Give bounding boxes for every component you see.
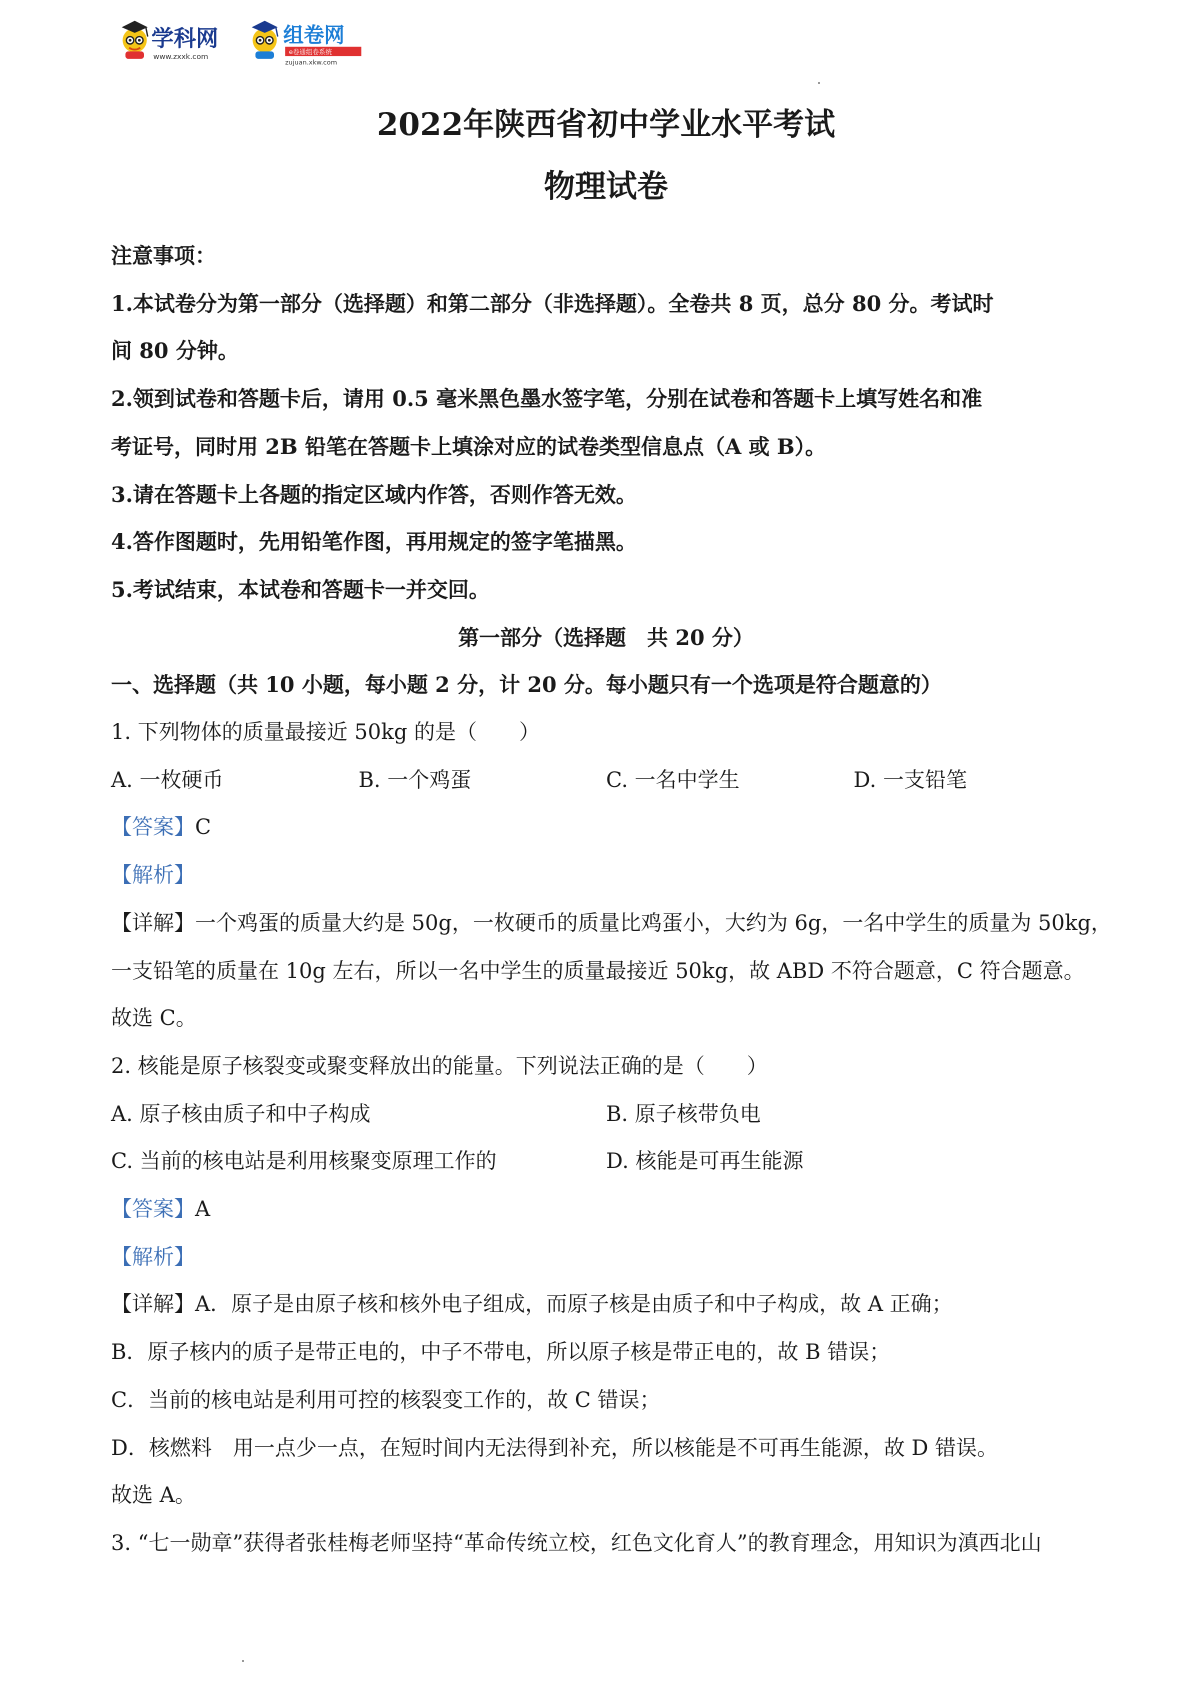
zxxk-mascot-icon <box>122 21 148 59</box>
option-b: B. 原子核带负电 <box>606 1101 761 1126</box>
header-logos <box>108 18 388 70</box>
detail-line <box>111 1281 1101 1329</box>
exam-title: 2022年陕西省初中学业水平考试 <box>376 107 836 143</box>
option-d: D. 核能是可再生能源 <box>606 1149 804 1174</box>
detail-line: C．当前的核电站是利用可控的核裂变工作的，故 C 错误； <box>111 1387 661 1412</box>
part1-heading: 第一部分（选择题 共 20 分） <box>458 624 754 650</box>
exam-subtitle: 物理试卷 <box>544 169 668 205</box>
answer-tag: 【答案】 <box>111 1197 195 1222</box>
logo2-url: zujuan.xkw.com <box>285 58 338 67</box>
option-b: B. 一个鸡蛋 <box>358 767 472 792</box>
answer-value: C <box>195 815 212 840</box>
detail-line: B．原子核内的质子是带正电的，中子不带电，所以原子核是带正电的，故 B 错误； <box>111 1340 891 1365</box>
question-stem: 1. 下列物体的质量最接近 50kg 的是（ ） <box>111 720 540 745</box>
notice-heading: 注意事项： <box>111 243 216 268</box>
detail-tag: 【详解】 <box>111 1292 195 1317</box>
question-options <box>111 1091 1101 1139</box>
answer-value: A <box>195 1197 211 1222</box>
detail-line: 故选 A。 <box>111 1483 196 1508</box>
analysis-tag: 【解析】 <box>111 863 195 888</box>
scan-speck <box>242 1660 244 1662</box>
question-2 <box>111 1043 1101 1520</box>
logo2-name: 组卷网 <box>283 23 345 48</box>
option-a: A. 一枚硬币 <box>111 767 224 792</box>
answer-line <box>111 804 1101 852</box>
question-stem: 2. 核能是原子核裂变或聚变释放出的能量。下列说法正确的是（ ） <box>111 1053 768 1078</box>
notice-line: 考证号，同时用 2B 铅笔在答题卡上填涂对应的试卷类型信息点（A 或 B）。 <box>111 433 827 459</box>
detail-line: 故选 C。 <box>111 1006 197 1031</box>
notice-line: 2.领到试卷和答题卡后，请用 0.5 毫米黑色墨水签字笔，分别在试卷和答题卡上填写姓名和准 <box>111 386 983 412</box>
option-c: C. 当前的核电站是利用核聚变原理工作的 <box>111 1149 497 1174</box>
question-1 <box>111 709 1112 1043</box>
detail-text: 一个鸡蛋的质量大约是 50g，一枚硬币的质量比鸡蛋小，大约为 6g，一名中学生的质量为 50kg， <box>195 910 1112 935</box>
detail-line: 一支铅笔的质量在 10g 左右，所以一名中学生的质量最接近 50kg，故 ABD 不符合题意，C 符合题意。 <box>111 958 1085 983</box>
detail-line: D．核燃料 用一点少一点，在短时间内无法得到补充，所以核能是不可再生能源，故 D 错误。 <box>111 1435 999 1460</box>
answer-tag: 【答案】 <box>111 815 195 840</box>
notice-section <box>111 232 1101 614</box>
logo1-name: 学科网 <box>151 25 219 52</box>
question-stem: 3. “七一勋章”获得者张桂梅老师坚持“革命传统立校，红色文化育人”的教育理念，用知识为滇西北山 <box>111 1530 1042 1555</box>
exam-page <box>111 100 1112 1568</box>
detail-text: A．原子是由原子核和核外电子组成，而原子核是由质子和中子构成，故 A 正确； <box>195 1292 953 1317</box>
question-options <box>111 757 1101 805</box>
notice-line: 4.答作图题时，先用铅笔作图，再用规定的签字笔描黑。 <box>111 529 637 555</box>
section1-heading: 一、选择题（共 10 小题，每小题 2 分，计 20 分。每小题只有一个选项是符合题意的） <box>111 672 942 698</box>
question-options <box>111 1138 1101 1186</box>
logo2-tagline: e卷通组卷系统 <box>288 48 332 57</box>
detail-line <box>111 900 1112 948</box>
option-c: C. 一名中学生 <box>606 767 740 792</box>
zujuan-mascot-icon <box>252 21 278 59</box>
detail-tag: 【详解】 <box>111 910 195 935</box>
question-3 <box>111 1520 1101 1568</box>
notice-line: 3.请在答题卡上各题的指定区域内作答，否则作答无效。 <box>111 481 637 507</box>
analysis-tag: 【解析】 <box>111 1244 195 1269</box>
notice-line: 5.考试结束，本试卷和答题卡一并交回。 <box>111 576 490 602</box>
option-d: D. 一支铅笔 <box>853 767 967 792</box>
scan-speck <box>818 82 820 84</box>
notice-line: 间 80 分钟。 <box>111 338 239 364</box>
logo1-url: www.zxxk.com <box>153 51 209 61</box>
answer-line <box>111 1186 1101 1234</box>
notice-line: 1.本试卷分为第一部分（选择题）和第二部分（非选择题）。全卷共 8 页，总分 80 分。考试时 <box>111 290 994 316</box>
option-a: A. 原子核由质子和中子构成 <box>111 1101 371 1126</box>
